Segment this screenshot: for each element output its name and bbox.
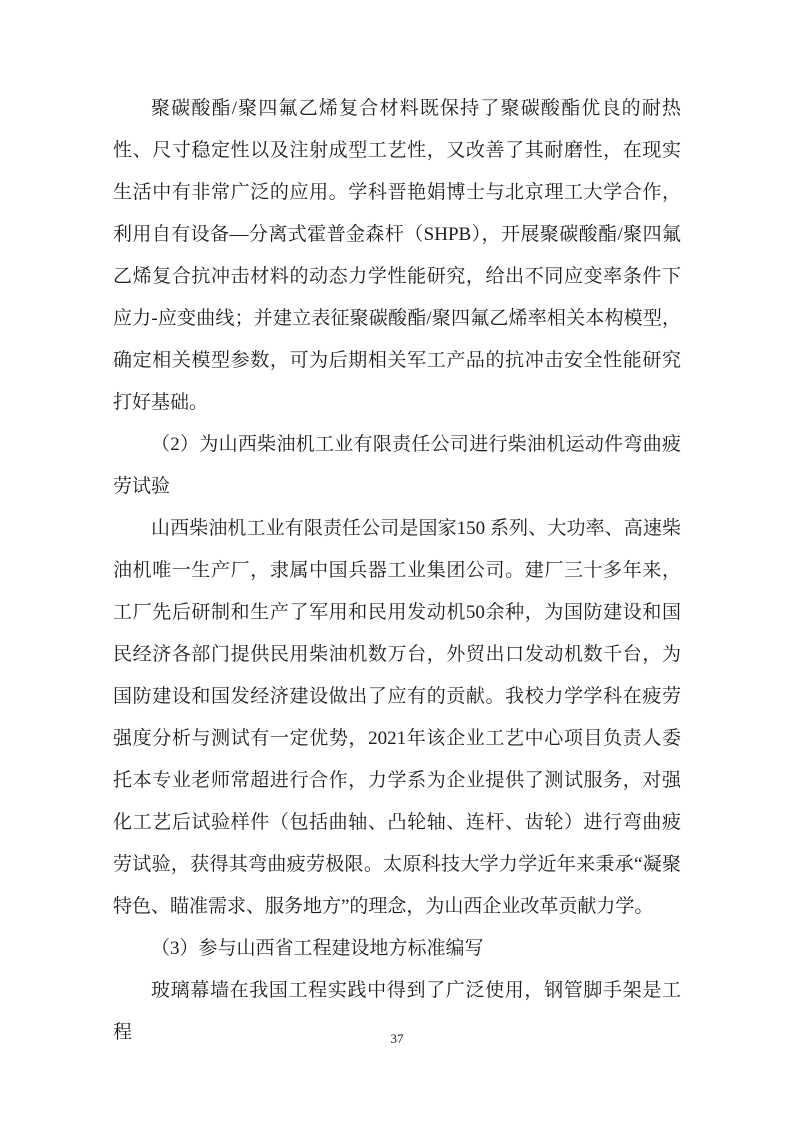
paragraph-heading-3: （3）参与山西省工程建设地方标准编写 (151, 938, 484, 959)
page-number: 37 (390, 1031, 404, 1046)
paragraph-materials-research: 聚碳酸酯/聚四氟乙烯复合材料既保持了聚碳酸酯优良的耐热性、尺寸稳定性以及注射成型工艺性，又改善了其耐磨性，在现实生活中有非常广泛的应用。学科晋艳娟博士与北京理工大学合作，利用自有设备—分离式霍普金森杆（SHPB），开展聚碳酸酯/聚四氟乙烯复合抗冲击材料的动态力学性能研究，给出不同应变率条件下应力-应变曲线；并建立表征聚碳酸酯/聚四氟乙烯率相关本构模型，确定相关模型参数，可为后期相关军工产品的抗冲击安全性能研究打好基础。 (113, 98, 681, 413)
document-body (113, 88, 681, 1054)
paragraph-curtain-wall: 玻璃幕墙在我国工程实践中得到了广泛使用，钢管脚手架是工程 (113, 980, 681, 1043)
paragraph-diesel-company: 山西柴油机工业有限责任公司是国家150 系列、大功率、高速柴油机唯一生产厂，隶属中国兵器工业集团公司。建厂三十多年来，工厂先后研制和生产了军用和民用发动机50余种，为国防建设和国民经济各部门提供民用柴油机数万台，外贸出口发动机数千台，为国防建设和国发经济建设做出了应有的贡献。我校力学学科在疲劳强度分析与测试有一定优势，2021年该企业工艺中心项目负责人委托本专业老师常超进行合作，力学系为企业提供了测试服务，对强化工艺后试验样件（包括曲轴、凸轮轴、连杆、齿轮）进行弯曲疲劳试验，获得其弯曲疲劳极限。太原科技大学力学近年来秉承“凝聚特色、瞄准需求、服务地方”的理念，为山西企业改革贡献力学。 (113, 518, 681, 917)
paragraph-heading-2: （2）为山西柴油机工业有限责任公司进行柴油机运动件弯曲疲劳试验 (113, 434, 681, 497)
